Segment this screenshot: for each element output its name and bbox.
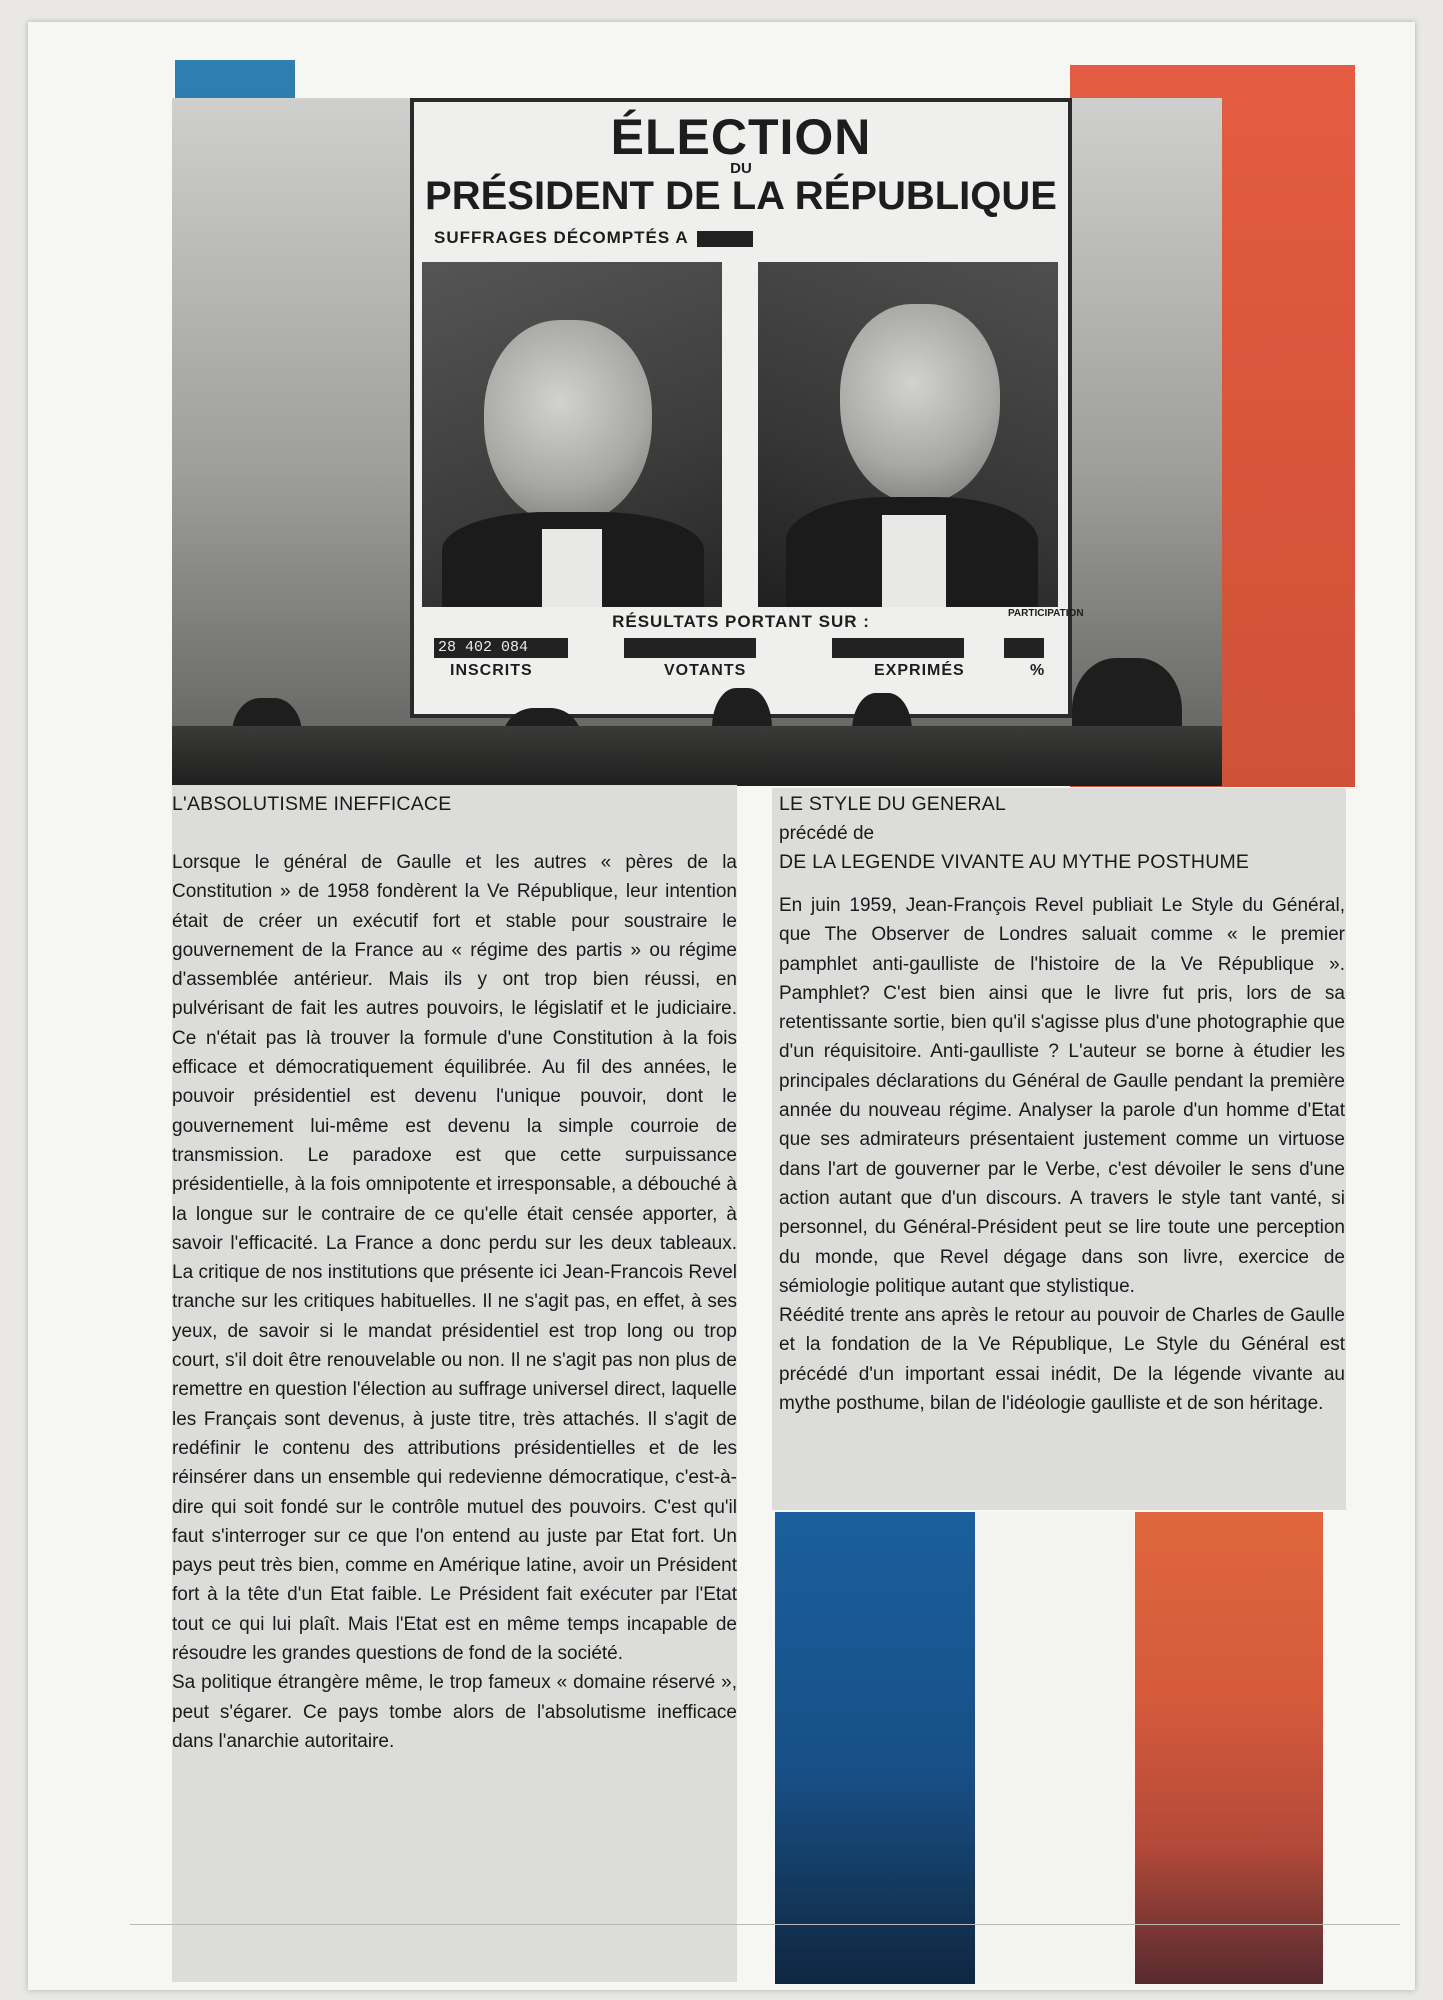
participation-value xyxy=(1004,638,1044,658)
inscrits-label: INSCRITS xyxy=(450,662,533,679)
face xyxy=(840,304,1000,504)
spacer xyxy=(779,877,1345,891)
board-subtitle: PRÉSIDENT DE LA RÉPUBLIQUE xyxy=(425,174,1057,218)
board-count-label xyxy=(434,228,753,248)
shirt xyxy=(542,529,602,607)
count-label-text: SUFFRAGES DÉCOMPTÉS A xyxy=(434,228,689,247)
votants-value xyxy=(624,638,756,658)
exprimes-value xyxy=(832,638,964,658)
left-paragraph: Lorsque le général de Gaulle et les autres « pères de la Constitution » de 1958 fondèrent la Ve République, leur intention était de créer un exécutif fort et stable pour soustraire le gouvernement de la France au « régime des partis » ou régime d'assemblée antérieur. Mais ils y ont trop bien réussi, en pulvérisant de fait les autres pouvoirs, le législatif et le judiciaire. Ce n'était pas là trouver la formule d'une Constitution à la fois efficace et démocratiquement équilibrée. Au fil des années, le pouvoir présidentiel est devenu l'unique pouvoir, dont le gouvernement lui-même est devenu la simple courroie de transmission. Le paradoxe est que cette surpuissance présidentielle, à la fois omnipotente et irresponsable, a débouché à la longue sur le contraire de ce qu'elle était censée apporter, à savoir l'efficacité. La France a donc perdu sur les deux tableaux. La critique de nos institutions que présente ici Jean-Francois Revel tranche sur les critiques habituelles. Il ne s'agit pas, en effet, à ses yeux, de savoir si le mandat présidentiel est trop long ou trop court, s'il doit être renouvelable ou non. Il ne s'agit pas non plus de remettre en question l'élection au suffrage universel direct, laquelle les Français sont devenus, à juste titre, très attachés. Il s'agit de redéfinir le contenu des attributions présidentielles et de les réinsérer dans un ensemble qui redevienne démocratique, c'est-à-dire qui soit fondé sur le contrôle mutuel des pouvoirs. C'est qu'il faut s'interroger sur ce que l'on entend au juste par Etat fort. Un pays peut très bien, comme en Amérique latine, avoir un Président fort à la tête d'un Etat faible. Le Président fait exécuter par l'Etat tout ce qui lui plaît. Mais l'Etat est en même temps incapable de résoudre les grandes questions de fond de la société. xyxy=(172,852,737,1665)
left-paragraph: Sa politique étrangère même, le trop fameux « domaine réservé », peut s'égarer. Ce pays tombe alors de l'absolutisme inefficace dans l'anarchie autoritaire. xyxy=(172,1672,737,1752)
left-heading: L'ABSOLUTISME INEFFICACE xyxy=(172,793,452,815)
face xyxy=(484,320,652,525)
election-board xyxy=(410,98,1084,718)
portrait-de-gaulle xyxy=(422,262,722,607)
left-column xyxy=(172,790,737,1756)
bottom-edge-line xyxy=(130,1924,1400,1925)
flag-blue-stripe-bottom xyxy=(775,1512,975,1984)
results-label: RÉSULTATS PORTANT SUR : xyxy=(612,612,870,631)
board-du: DU xyxy=(730,160,752,177)
spacer xyxy=(172,819,737,848)
election-photo xyxy=(172,98,1222,786)
right-paragraph: En juin 1959, Jean-François Revel publiait Le Style du Général, que The Observer de Londres saluait comme « le premier pamphlet anti-gaulliste de l'histoire de la Ve République ». Pamphlet? C'est bien ainsi que le livre fut pris, lors de sa retentissante sortie, bien qu'il s'agisse plus d'une photographie que d'un réquisitoire. Anti-gaulliste ? L'auteur se borne à étudier les principales déclarations du Général de Gaulle pendant la première année du nouveau régime. Analyser la parole d'un homme d'Etat que ses admirateurs présentaient justement comme un virtuose dans l'art de gouverner par le Verbe, c'est dévoiler le sens d'une action autant que d'un discours. A travers le style tant vanté, si personnel, du Général-Président peut se lire toute une perception du monde, que Revel dégage dans son livre, exercice de sémiologie politique autant que stylistique. xyxy=(779,895,1345,1297)
board-title: ÉLECTION xyxy=(610,109,872,165)
portrait-mitterrand xyxy=(758,262,1058,607)
right-subheading: précédé de xyxy=(779,823,875,844)
right-column xyxy=(779,790,1345,1418)
exprimes-label: EXPRIMÉS xyxy=(874,662,965,679)
count-blackout xyxy=(697,231,753,247)
participation-label: PARTICIPATION xyxy=(1008,608,1084,619)
shirt xyxy=(882,515,946,607)
flag-white-stripe-bottom xyxy=(975,1512,1135,1984)
right-heading: LE STYLE DU GENERAL xyxy=(779,793,1007,815)
inscrits-value: 28 402 084 xyxy=(434,638,568,658)
votants-label: VOTANTS xyxy=(664,662,747,679)
right-heading-2: DE LA LEGENDE VIVANTE AU MYTHE POSTHUME xyxy=(779,851,1250,873)
flag-red-stripe-bottom xyxy=(1135,1512,1323,1984)
percent-label: % xyxy=(1030,662,1046,679)
right-paragraph: Réédité trente ans après le retour au pouvoir de Charles de Gaulle et la fondation de la Ve République, Le Style du Général est précédé d'un important essai inédit, De la légende vivante au mythe posthume, bilan de l'idéologie gaulliste et de son héritage. xyxy=(779,1305,1345,1415)
desk-row xyxy=(172,726,1222,786)
